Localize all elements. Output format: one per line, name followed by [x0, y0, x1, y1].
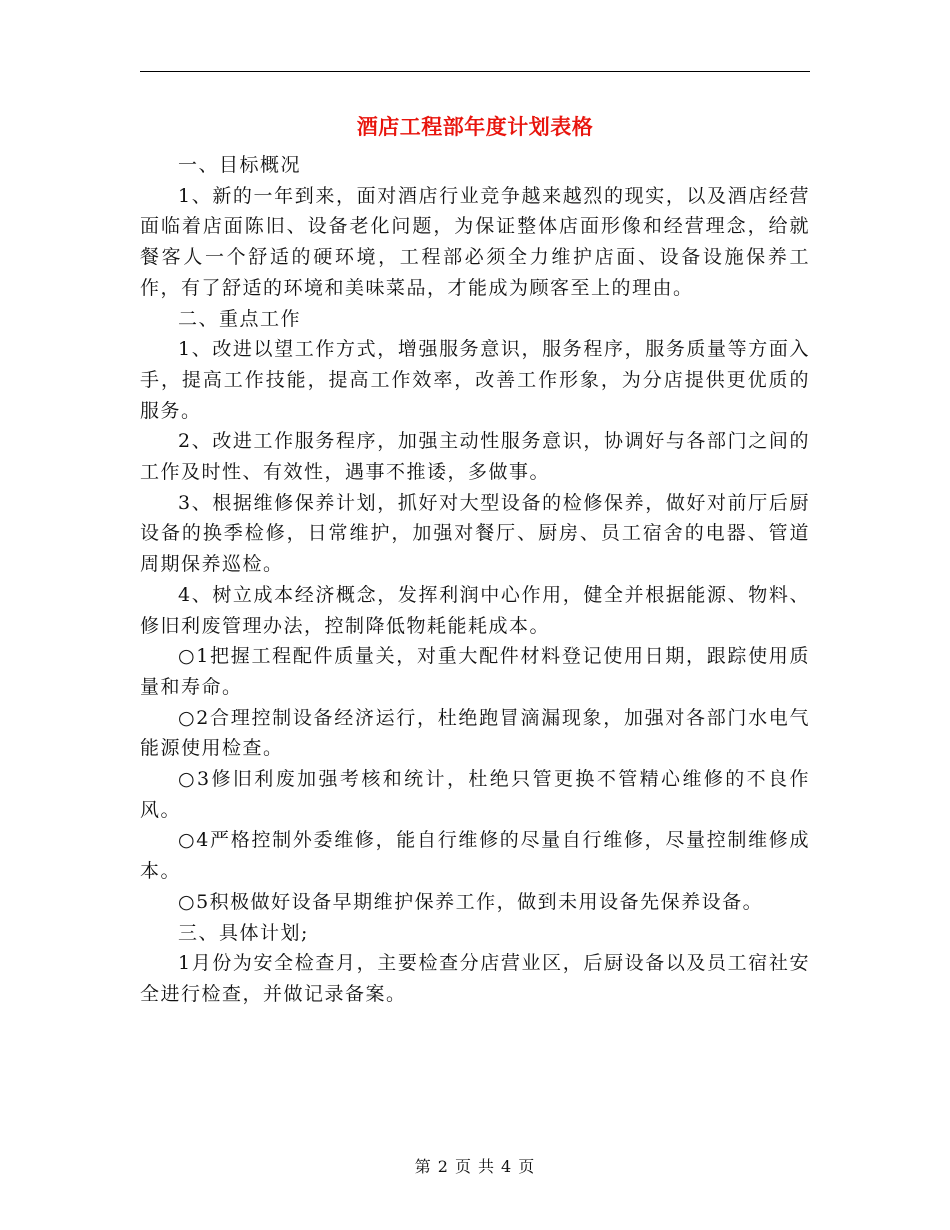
list-item-3: ○3修旧利废加强考核和统计，杜绝只管更换不管精心维修的不良作风。: [140, 768, 810, 821]
paragraph-key-work-2: 2、改进工作服务程序，加强主动性服务意识，协调好与各部门之间的工作及时性、有效性，遇事不推诿，多做事。: [140, 430, 810, 484]
list-item-1: ○1把握工程配件质量关，对重大配件材料登记使用日期，跟踪使用质量和寿命。: [140, 645, 810, 698]
header-rule: [140, 71, 810, 72]
section-heading-goals: 一、目标概况: [178, 154, 302, 176]
list-item-2: ○2合理控制设备经济运行，杜绝跑冒滴漏现象，加强对各部门水电气能源使用检查。: [140, 706, 810, 760]
section-heading-key-work: 二、重点工作: [178, 307, 302, 330]
footer-page-current: 2: [437, 1157, 449, 1176]
page-footer: [0, 1155, 950, 1179]
paragraph-goal-1: 1、新的一年到来，面对酒店行业竞争越来越烈的现实，以及酒店经营面临着店面陈旧、设备老化问题，为保证整体店面形像和经营理念，给就餐客人一个舒适的硬环境，工程部必须全力维护店面、设备设施保养工作，有了舒适的环境和美味菜品，才能成为顾客至上的理由。: [140, 184, 810, 299]
footer-page-mid: 页 共: [454, 1157, 496, 1176]
paragraph-plan-january: 1月份为安全检查月，主要检查分店营业区，后厨设备以及员工宿社安全进行检查，并做记录备案。: [140, 952, 810, 1005]
paragraph-key-work-1: 1、改进以望工作方式，增强服务意识，服务程序，服务质量等方面入手，提高工作技能，提高工作效率，改善工作形象，为分店提供更优质的服务。: [140, 338, 810, 422]
paragraph-key-work-3: 3、根据维修保养计划，抓好对大型设备的检修保养，做好对前厅后厨设备的换季检修，日常维护，加强对餐厅、厨房、员工宿舍的电器、管道周期保养巡检。: [140, 491, 810, 576]
document-title: 酒店工程部年度计划表格: [356, 114, 594, 139]
footer-page-prefix: 第: [414, 1157, 432, 1176]
footer-page-total: 4: [501, 1157, 513, 1176]
section-heading-plan: 三、具体计划;: [178, 921, 309, 944]
footer-page-suffix: 页: [518, 1157, 536, 1176]
paragraph-key-work-4: 4、树立成本经济概念，发挥利润中心作用，健全并根据能源、物料、修旧利废管理办法，控制降低物耗能耗成本。: [140, 583, 810, 637]
list-item-4: ○4严格控制外委维修，能自行维修的尽量自行维修，尽量控制维修成本。: [140, 829, 810, 883]
list-item-5: ○5积极做好设备早期维护保养工作，做到未用设备先保养设备。: [178, 890, 764, 913]
document-body: [140, 150, 810, 1010]
